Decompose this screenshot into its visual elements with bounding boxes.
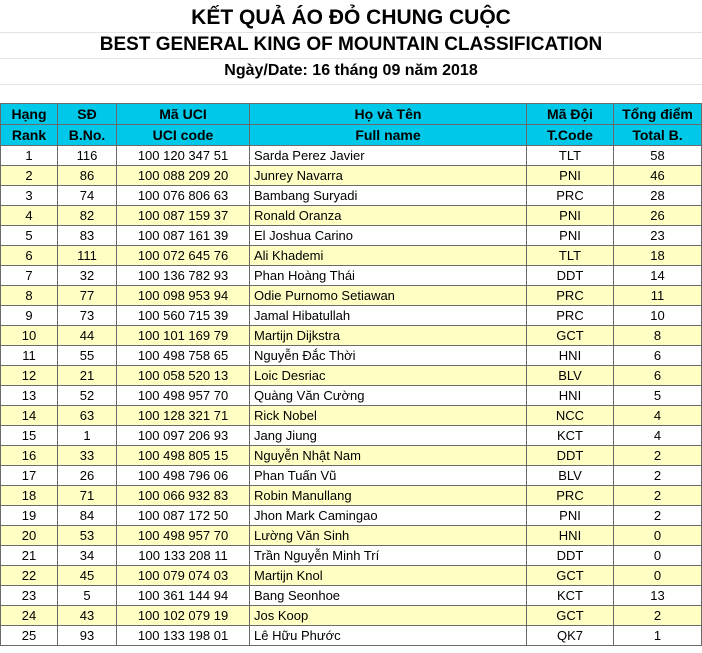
grid-line [0, 84, 702, 85]
cell-team: BLV [527, 366, 614, 386]
cell-team: GCT [527, 606, 614, 626]
cell-rank: 19 [1, 506, 58, 526]
cell-bib: 44 [58, 326, 117, 346]
cell-total: 13 [614, 586, 702, 606]
cell-bib: 93 [58, 626, 117, 646]
cell-name: Bambang Suryadi [250, 186, 527, 206]
table-row [1, 566, 702, 586]
cell-bib: 84 [58, 506, 117, 526]
cell-uci: 100 087 161 39 [117, 226, 250, 246]
cell-total: 2 [614, 446, 702, 466]
cell-rank: 16 [1, 446, 58, 466]
cell-rank: 8 [1, 286, 58, 306]
cell-rank: 15 [1, 426, 58, 446]
header-total: Tổng điểm [614, 104, 702, 125]
cell-rank: 17 [1, 466, 58, 486]
cell-uci: 100 498 805 15 [117, 446, 250, 466]
cell-name: Jos Koop [250, 606, 527, 626]
cell-total: 2 [614, 506, 702, 526]
cell-bib: 82 [58, 206, 117, 226]
cell-uci: 100 102 079 19 [117, 606, 250, 626]
cell-bib: 43 [58, 606, 117, 626]
cell-total: 1 [614, 626, 702, 646]
header-total-en: Total B. [614, 125, 702, 146]
cell-bib: 5 [58, 586, 117, 606]
table-row [1, 186, 702, 206]
table-row [1, 586, 702, 606]
cell-uci: 100 136 782 93 [117, 266, 250, 286]
cell-bib: 74 [58, 186, 117, 206]
cell-uci: 100 498 957 70 [117, 386, 250, 406]
cell-team: PNI [527, 226, 614, 246]
cell-name: Phan Hoàng Thái [250, 266, 527, 286]
cell-name: Lường Văn Sinh [250, 526, 527, 546]
cell-total: 14 [614, 266, 702, 286]
cell-bib: 45 [58, 566, 117, 586]
header-team: Mã Đội [527, 104, 614, 125]
cell-uci: 100 498 957 70 [117, 526, 250, 546]
cell-total: 2 [614, 466, 702, 486]
cell-rank: 21 [1, 546, 58, 566]
cell-team: PNI [527, 506, 614, 526]
cell-team: GCT [527, 326, 614, 346]
cell-team: PRC [527, 306, 614, 326]
cell-total: 0 [614, 566, 702, 586]
cell-rank: 11 [1, 346, 58, 366]
cell-team: HNI [527, 346, 614, 366]
cell-rank: 10 [1, 326, 58, 346]
cell-name: Nguyễn Nhật Nam [250, 446, 527, 466]
cell-total: 6 [614, 366, 702, 386]
cell-rank: 3 [1, 186, 58, 206]
table-row [1, 226, 702, 246]
cell-uci: 100 498 796 06 [117, 466, 250, 486]
table-row [1, 346, 702, 366]
cell-rank: 20 [1, 526, 58, 546]
cell-team: PNI [527, 166, 614, 186]
cell-total: 5 [614, 386, 702, 406]
cell-rank: 4 [1, 206, 58, 226]
cell-name: Nguyễn Đắc Thời [250, 346, 527, 366]
table-row [1, 386, 702, 406]
cell-uci: 100 498 758 65 [117, 346, 250, 366]
cell-team: PRC [527, 186, 614, 206]
cell-name: Robin Manullang [250, 486, 527, 506]
table-row [1, 166, 702, 186]
table-row [1, 326, 702, 346]
table-row [1, 246, 702, 266]
cell-name: Bang Seonhoe [250, 586, 527, 606]
cell-name: Martijn Dijkstra [250, 326, 527, 346]
cell-name: Martijn Knol [250, 566, 527, 586]
cell-name: Ali Khademi [250, 246, 527, 266]
cell-uci: 100 088 209 20 [117, 166, 250, 186]
classification-table [0, 103, 702, 646]
cell-uci: 100 079 074 03 [117, 566, 250, 586]
cell-total: 2 [614, 486, 702, 506]
cell-rank: 25 [1, 626, 58, 646]
cell-uci: 100 120 347 51 [117, 146, 250, 166]
cell-rank: 1 [1, 146, 58, 166]
cell-rank: 6 [1, 246, 58, 266]
cell-bib: 71 [58, 486, 117, 506]
cell-team: HNI [527, 386, 614, 406]
cell-uci: 100 087 172 50 [117, 506, 250, 526]
cell-uci: 100 087 159 37 [117, 206, 250, 226]
cell-uci: 100 101 169 79 [117, 326, 250, 346]
cell-bib: 55 [58, 346, 117, 366]
cell-uci: 100 076 806 63 [117, 186, 250, 206]
cell-total: 6 [614, 346, 702, 366]
cell-total: 4 [614, 406, 702, 426]
cell-total: 4 [614, 426, 702, 446]
table-row [1, 466, 702, 486]
cell-rank: 22 [1, 566, 58, 586]
cell-name: Sarda Perez Javier [250, 146, 527, 166]
cell-name: Jamal Hibatullah [250, 306, 527, 326]
cell-bib: 73 [58, 306, 117, 326]
cell-uci: 100 072 645 76 [117, 246, 250, 266]
cell-uci: 100 133 198 01 [117, 626, 250, 646]
table-row [1, 306, 702, 326]
cell-name: Phan Tuấn Vũ [250, 466, 527, 486]
cell-total: 11 [614, 286, 702, 306]
header-bib-en: B.No. [58, 125, 117, 146]
cell-name: Lê Hữu Phước [250, 626, 527, 646]
header-name-en: Full name [250, 125, 527, 146]
cell-name: Rick Nobel [250, 406, 527, 426]
date-line: Ngày/Date: 16 tháng 09 năm 2018 [224, 62, 478, 79]
cell-rank: 9 [1, 306, 58, 326]
table-row [1, 426, 702, 446]
cell-rank: 13 [1, 386, 58, 406]
cell-team: TLT [527, 246, 614, 266]
table-row [1, 446, 702, 466]
header-uci-en: UCI code [117, 125, 250, 146]
cell-total: 26 [614, 206, 702, 226]
cell-rank: 5 [1, 226, 58, 246]
cell-total: 18 [614, 246, 702, 266]
cell-rank: 12 [1, 366, 58, 386]
cell-bib: 32 [58, 266, 117, 286]
cell-bib: 77 [58, 286, 117, 306]
cell-team: DDT [527, 546, 614, 566]
cell-bib: 26 [58, 466, 117, 486]
table-body [1, 146, 702, 646]
table-row [1, 606, 702, 626]
cell-total: 46 [614, 166, 702, 186]
table-row [1, 626, 702, 646]
table-header [1, 104, 702, 146]
header-uci: Mã UCI [117, 104, 250, 125]
cell-uci: 100 361 144 94 [117, 586, 250, 606]
table-row [1, 486, 702, 506]
cell-name: El Joshua Carino [250, 226, 527, 246]
cell-rank: 18 [1, 486, 58, 506]
table-row [1, 406, 702, 426]
table-row [1, 526, 702, 546]
table-row [1, 266, 702, 286]
cell-team: KCT [527, 586, 614, 606]
cell-bib: 63 [58, 406, 117, 426]
cell-team: TLT [527, 146, 614, 166]
cell-name: Odie Purnomo Setiawan [250, 286, 527, 306]
cell-uci: 100 066 932 83 [117, 486, 250, 506]
cell-team: PRC [527, 486, 614, 506]
cell-name: Junrey Navarra [250, 166, 527, 186]
header-team-en: T.Code [527, 125, 614, 146]
cell-name: Trần Nguyễn Minh Trí [250, 546, 527, 566]
cell-team: BLV [527, 466, 614, 486]
cell-total: 0 [614, 526, 702, 546]
cell-total: 8 [614, 326, 702, 346]
title-english: BEST GENERAL KING OF MOUNTAIN CLASSIFICATION [99, 34, 603, 55]
cell-bib: 111 [58, 246, 117, 266]
cell-rank: 14 [1, 406, 58, 426]
cell-team: PRC [527, 286, 614, 306]
cell-team: KCT [527, 426, 614, 446]
cell-rank: 24 [1, 606, 58, 626]
cell-team: DDT [527, 266, 614, 286]
cell-team: QK7 [527, 626, 614, 646]
cell-uci: 100 058 520 13 [117, 366, 250, 386]
table-row [1, 206, 702, 226]
cell-total: 10 [614, 306, 702, 326]
table-row [1, 546, 702, 566]
header-rank: Hạng [1, 104, 58, 125]
cell-team: PNI [527, 206, 614, 226]
cell-total: 2 [614, 606, 702, 626]
cell-uci: 100 128 321 71 [117, 406, 250, 426]
cell-team: HNI [527, 526, 614, 546]
header-bib: SĐ [58, 104, 117, 125]
cell-bib: 83 [58, 226, 117, 246]
header-name: Họ và Tên [250, 104, 527, 125]
cell-name: Loic Desriac [250, 366, 527, 386]
cell-bib: 52 [58, 386, 117, 406]
cell-team: NCC [527, 406, 614, 426]
cell-bib: 33 [58, 446, 117, 466]
title-vietnamese: KẾT QUẢ ÁO ĐỎ CHUNG CUỘC [191, 6, 511, 29]
table-row [1, 146, 702, 166]
cell-bib: 116 [58, 146, 117, 166]
cell-uci: 100 098 953 94 [117, 286, 250, 306]
cell-rank: 2 [1, 166, 58, 186]
cell-uci: 100 133 208 11 [117, 546, 250, 566]
cell-name: Quàng Văn Cường [250, 386, 527, 406]
cell-bib: 34 [58, 546, 117, 566]
cell-uci: 100 560 715 39 [117, 306, 250, 326]
cell-total: 58 [614, 146, 702, 166]
table-row [1, 286, 702, 306]
cell-name: Jhon Mark Camingao [250, 506, 527, 526]
cell-name: Ronald Oranza [250, 206, 527, 226]
cell-rank: 7 [1, 266, 58, 286]
cell-team: GCT [527, 566, 614, 586]
cell-bib: 86 [58, 166, 117, 186]
cell-total: 23 [614, 226, 702, 246]
cell-uci: 100 097 206 93 [117, 426, 250, 446]
cell-total: 0 [614, 546, 702, 566]
cell-total: 28 [614, 186, 702, 206]
cell-bib: 21 [58, 366, 117, 386]
table-row [1, 366, 702, 386]
header-rank-en: Rank [1, 125, 58, 146]
cell-team: DDT [527, 446, 614, 466]
cell-rank: 23 [1, 586, 58, 606]
table-row [1, 506, 702, 526]
cell-bib: 1 [58, 426, 117, 446]
cell-name: Jang Jiung [250, 426, 527, 446]
cell-bib: 53 [58, 526, 117, 546]
